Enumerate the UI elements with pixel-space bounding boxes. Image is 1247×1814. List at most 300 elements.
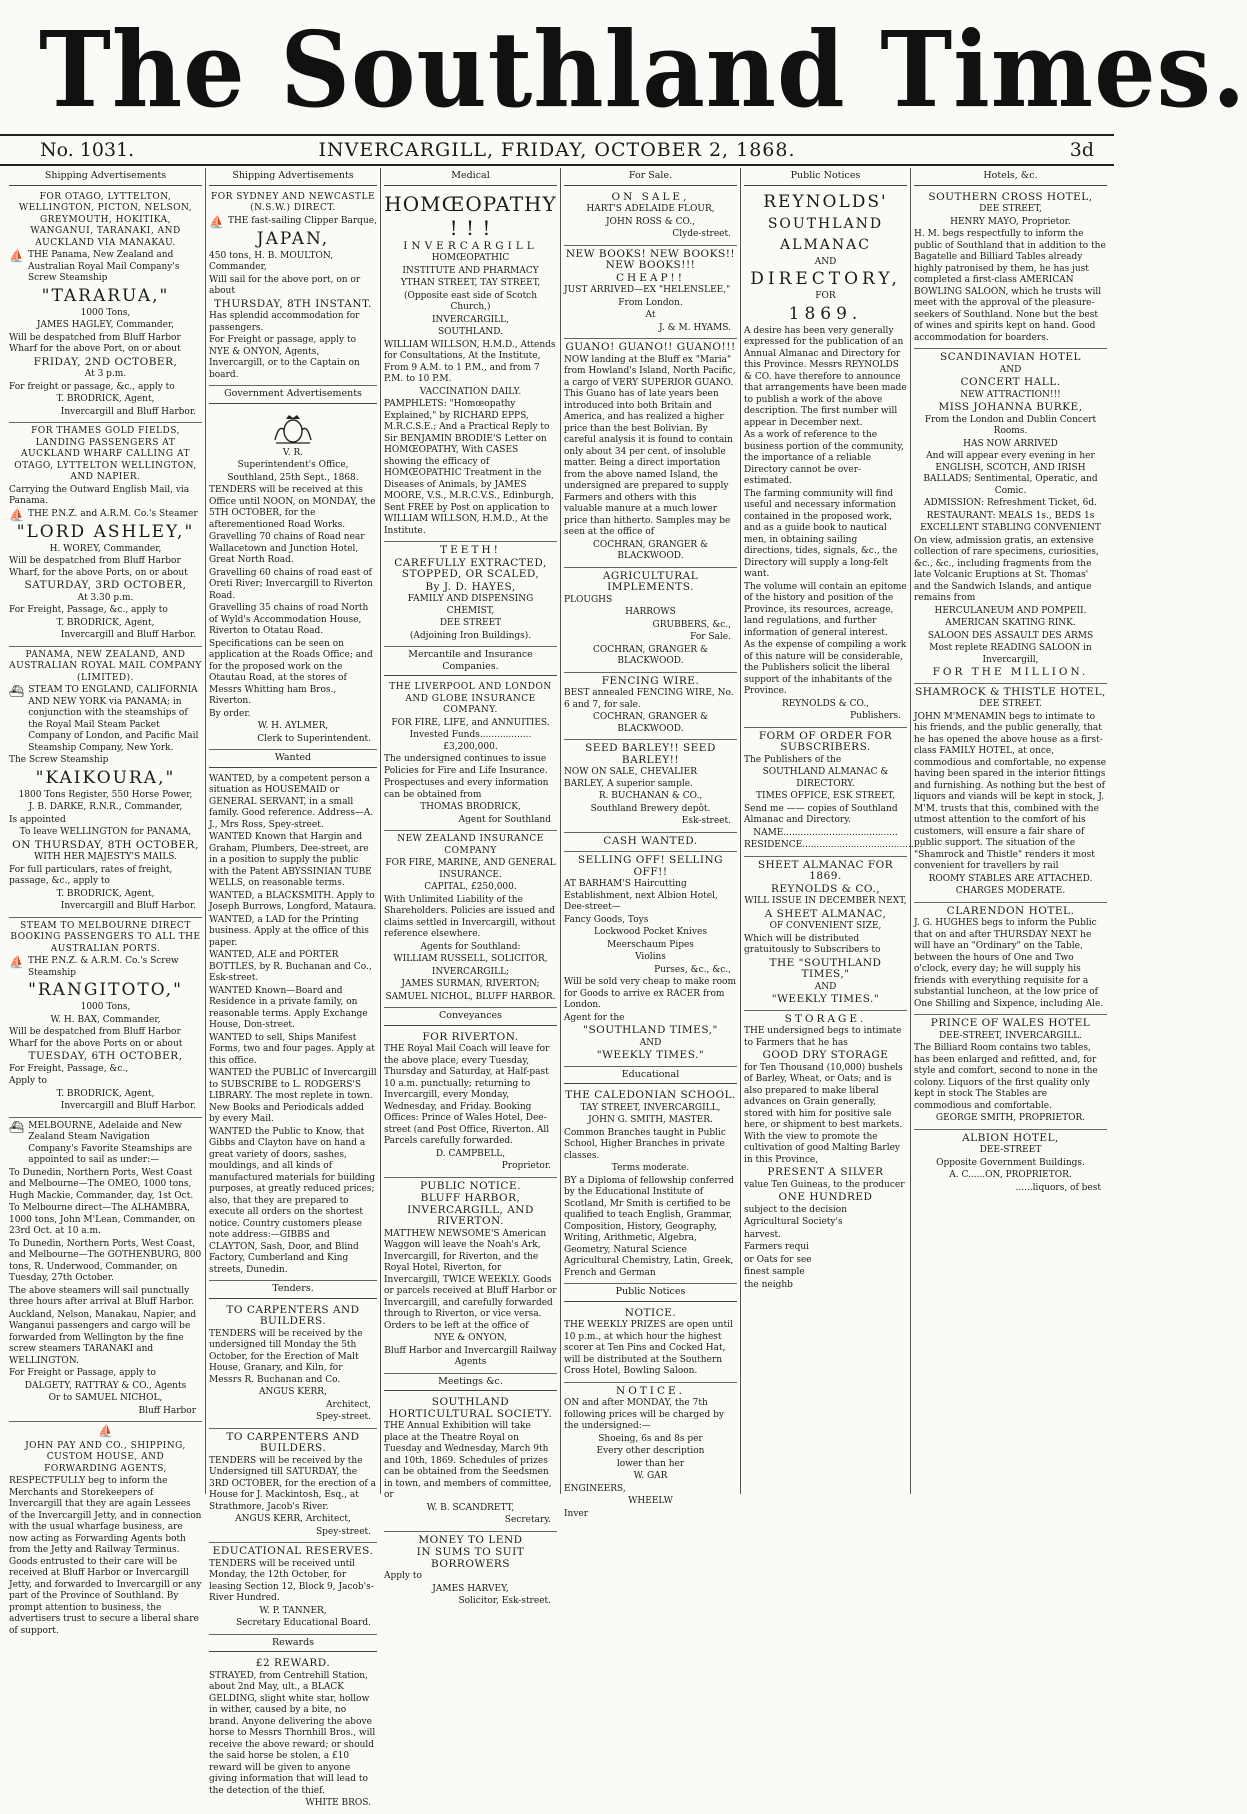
ad-melbourne-navigation bbox=[9, 1118, 202, 1423]
ad-line: For Freight or passage, apply to NYE & ONYON, Agents, Invercargill, or to the Captain on board. bbox=[209, 335, 360, 380]
ad-line: To Melbourne direct—The ALHAMBRA, 1000 tons, John M'Lean, Commander, on 23rd Oct. at 10 a.m. bbox=[9, 1203, 196, 1236]
ad-line: AND bbox=[639, 1037, 662, 1048]
ad-line: REYNOLDS & CO., bbox=[781, 698, 870, 709]
ad-line: YTHAN STREET, TAY STREET, bbox=[400, 278, 541, 288]
ad-line: WHITE BROS. bbox=[305, 1798, 371, 1808]
ad-line: Invercargill and Bluff Harbor. bbox=[60, 1101, 196, 1111]
section-header: For Sale. bbox=[564, 168, 737, 186]
ad-route: FOR THAMES GOLD FIELDS, LANDING PASSENGERS AT AUCKLAND WHARF CALLING AT OTAGO, LYTTELTON WELLINGTON, AND NAPIER. bbox=[14, 426, 197, 482]
ad-line: TIMES OFFICE, ESK STREET, bbox=[756, 791, 895, 801]
section-header: Rewards bbox=[209, 1635, 377, 1653]
ad-line: At bbox=[645, 310, 656, 320]
ad-line: NYE & ONYON, bbox=[434, 1333, 507, 1343]
ad-line: Gravelling 60 chains of road east of Oreti River; Invercargill to Riverton Road. bbox=[209, 567, 373, 601]
ad-line: Esk-street. bbox=[681, 816, 731, 826]
ad-year: 1869. bbox=[788, 303, 863, 324]
wanted-item: WANTED, by a competent person a situation as HOUSEMAID or GENERAL SERVANT, in a small family. Good reference. Address—A. J., Mrs Ross, Spey-street. bbox=[209, 773, 374, 830]
ad-title: FORM OF ORDER FOR SUBSCRIBERS. bbox=[758, 729, 893, 753]
ad-line: INVERCARGILL; bbox=[431, 966, 510, 977]
ad-body: TENDERS will be received until Monday, the 12th October, for leasing Section 12, Block 9, Jacob's-River Hundred. bbox=[209, 1558, 374, 1603]
ad-body: AT BARHAM'S Haircutting Establishment, next Albion Hotel, Dee-street— bbox=[564, 879, 718, 912]
ad-john-pay bbox=[9, 1422, 202, 1641]
ad-route: STEAM TO MELBOURNE DIRECT BOOKING PASSENGERS TO ALL THE AUSTRALIAN PORTS. bbox=[10, 920, 201, 954]
ad-line: Bluff Harbor bbox=[138, 1405, 196, 1416]
ad-line: For Freight, Passage, &c., apply to bbox=[9, 605, 168, 615]
ad-body: THE Royal Mail Coach will leave for the above place, every Tuesday, Thursday and Saturday, at Half-past 10 a.m. punctually; returning to Invercargill, every Monday, Wednesday, and Friday. Booking Offices: Prince of Wales Hotel, Dee-street (and Post Office, Riverton. All Parcels carefully forwarded. bbox=[384, 1044, 550, 1146]
ad-body: JOHN M'MENAMIN begs to intimate to his friends, and the public generally, that he has opened the above house as a first-class FAMILY HOTEL, at once, commodious and comfortable, no expense having been spared in the interior fittings and furnishing. As nothing but the best of liquors and viands will be kept in stock, J. M'M. trusts that this, combined with the utmost attention to the comfort of his customers, will ensure a fair share of public support. The situation of the "Shamrock and Thistle" renders it most convenient for travellers by rail bbox=[914, 711, 1107, 871]
ad-line: AND bbox=[814, 981, 837, 992]
ad-body: NOW ON SALE, CHEVALIER BARLEY, A superior sample. bbox=[564, 767, 697, 789]
section-header: Educational bbox=[564, 1067, 737, 1085]
ad-line: REYNOLDS & CO., bbox=[770, 882, 881, 895]
ad-line: AND bbox=[999, 364, 1022, 375]
ad-title: TO CARPENTERS AND BUILDERS. bbox=[226, 1303, 360, 1327]
ad-line: PRESENT A SILVER bbox=[767, 1166, 884, 1178]
ad-title: TO CARPENTERS AND BUILDERS. bbox=[226, 1430, 360, 1454]
ad-subtitle: GOOD DRY STORAGE bbox=[762, 1049, 889, 1061]
ad-title: FENCING WIRE. bbox=[601, 674, 700, 687]
ad-line: Spey-street. bbox=[315, 1412, 371, 1422]
ad-line: JOHN G. SMITH, MASTER. bbox=[588, 1115, 713, 1125]
ad-line: VACCINATION DAILY. bbox=[419, 386, 522, 397]
wanted-item: WANTED, a LAD for the Printing business. Apply at the office of this paper. bbox=[209, 914, 369, 948]
ad-body: H. M. begs respectfully to inform the public of Southland that in addition to the Bagatelle and Billiard Tables already highly patronised by them, he has just completed a first-class AMERICAN BOWLING SALOON, which he trusts will meet with the approval of the pleasure-seekers of Southland. None but the best of wines and spirits kept on hand. Good accommodation for boarders. bbox=[914, 229, 1106, 343]
ad-title: TEETH! bbox=[440, 544, 501, 556]
section-header: Conveyances bbox=[384, 1008, 557, 1026]
ad-notice-prizes bbox=[564, 1305, 737, 1383]
ad-title: HOMŒOPATHY ! ! ! bbox=[384, 191, 557, 240]
ship-name: JAPAN, bbox=[256, 228, 330, 249]
ad-prince-of-wales bbox=[914, 1015, 1107, 1130]
ad-line: Invercargill and Bluff Harbor. bbox=[60, 406, 196, 417]
ad-line: A. C......ON, PROPRIETOR. bbox=[949, 1170, 1072, 1180]
ad-line: Agents for Southland: bbox=[420, 941, 521, 952]
ad-title: STORAGE. bbox=[784, 1012, 867, 1025]
ad-teeth bbox=[384, 542, 557, 647]
ad-caledonian-school bbox=[564, 1087, 737, 1284]
ad-line: INVERCARGILL bbox=[403, 239, 538, 252]
ad-line: Publishers. bbox=[850, 711, 901, 721]
ad-body: THE WEEKLY PRIZES are open until 10 p.m., at which hour the highest scorer at Ten Pins and Cocked Hat, will be distributed at the Southern Cross Hotel, Bowling Saloon. bbox=[564, 1320, 733, 1376]
ad-body: On view, admission gratis, an extensive collection of rare specimens, curiosities, &c., &c., including fragments from the late Volcanic Eruptions at St. Thomas' and the Sandwich Islands, and antique remains from bbox=[914, 535, 1099, 603]
ad-lord-ashley bbox=[9, 423, 202, 647]
ad-line: For Freight, Passage, &c., bbox=[9, 1063, 129, 1074]
ad-line: COCHRAN, GRANGER & BLACKWOOD. bbox=[592, 712, 709, 734]
ad-line: Fancy Goods, Toys bbox=[564, 914, 649, 925]
ad-line: Violins bbox=[635, 952, 666, 962]
ad-line: Clerk to Superintendent. bbox=[257, 733, 371, 744]
ad-tararua bbox=[9, 189, 202, 424]
ad-line: Bluff Harbor and Invercargill Railway Agents bbox=[384, 1345, 557, 1367]
column-hotels bbox=[911, 168, 1110, 1494]
ad-line: To leave WELLINGTON for PANAMA, bbox=[19, 827, 192, 837]
ship-icon: ⛵ bbox=[98, 1424, 113, 1438]
section-header: Meetings &c. bbox=[384, 1374, 557, 1392]
masthead bbox=[0, 0, 1247, 134]
ad-line: Will be despatched from Bluff Harbor Wharf for the above Port, on or about bbox=[9, 332, 181, 354]
ad-line: COCHRAN, GRANGER & BLACKWOOD. bbox=[592, 644, 709, 666]
ad-line: THOMAS BRODRICK, bbox=[420, 802, 521, 812]
ad-line: By J. D. HAYES, bbox=[425, 580, 516, 593]
ad-line: R. BUCHANAN & CO., bbox=[598, 791, 703, 801]
ad-line: ROOMY STABLES ARE ATTACHED. bbox=[928, 873, 1093, 884]
ad-line: A SHEET ALMANAC, bbox=[764, 907, 887, 920]
ad-line: DALGETY, RATTRAY & CO., Agents bbox=[24, 1380, 187, 1391]
ad-line: Agent for Southland bbox=[458, 814, 551, 825]
ad-line: (Adjoining Iron Buildings). bbox=[409, 630, 532, 641]
ad-title: ALBION HOTEL, bbox=[962, 1131, 1059, 1144]
ad-body: PAMPHLETS: "Homœopathy Explained," by RICHARD EPPS, M.R.C.S.E.; And a Practical Reply to Sir BENJAMIN BRODIE'S Letter on HOMŒOPATHY, With CASES showing the efficacy of HOMŒOPATHIC Treatment in the Diseases of Animals, by JAMES MOORE, V.S., M.R.C.V.S., Edinburgh, Sent FREE by Post on application to WILLIAM WILLSON, H.M.D., At the Institute. bbox=[384, 399, 554, 536]
ad-body: THE undersigned begs to intimate to Farmers that he has bbox=[744, 1026, 902, 1048]
ad-line: Prospectuses and every information can be obtained from bbox=[384, 778, 549, 800]
ad-line: WHEELW bbox=[628, 1496, 673, 1506]
ad-body: RESPECTFULLY beg to inform the Merchants and Storekeepers of Invercargill that they are again Lessees of the Invercargill Jetty, and in connection with the usual wharfage business, are now acting as Forwarding Agents both from the Jetty and Railway Terminus. Goods entrusted to their care will be received at Bluff Harbor or Invercargill Jetty, and forwarded to Invercargill or any part of the Province of Southland. By prompt attention to business, the advertisers trust to secure a liberal share of support. bbox=[9, 1476, 202, 1636]
ad-tender-1 bbox=[209, 1302, 377, 1429]
ad-line: Proprietor. bbox=[501, 1161, 551, 1171]
column-medical bbox=[381, 168, 561, 1606]
ad-line: FAMILY AND DISPENSING CHEMIST, bbox=[407, 594, 534, 616]
ad-title: SHEET ALMANAC FOR 1869. bbox=[757, 858, 894, 882]
ad-line: The undersigned continues to issue Policies for Fire and Life Insurance. bbox=[384, 754, 548, 776]
ad-body: THE P.N.Z. and A.R.M. Co.'s Steamer bbox=[27, 508, 198, 519]
ad-line: DEE-STREET, INVERCARGILL. bbox=[938, 1030, 1083, 1041]
ad-title: GUANO! GUANO!! GUANO!!! bbox=[565, 341, 736, 353]
ad-line: Invested Funds..................£3,200,000. bbox=[409, 730, 532, 752]
ad-line: WILL ISSUE IN DECEMBER NEXT, bbox=[744, 896, 907, 906]
ad-line: FOR bbox=[815, 291, 836, 301]
ad-line: DEE STREET. bbox=[979, 699, 1042, 709]
ad-line: For freight or passage, &c., apply to bbox=[9, 381, 175, 392]
ad-line: Auckland, Nelson, Manakau, Napier, and Wanganui passengers and cargo will be forwarded from Wellington by the fine screw steamers TARANAKI and WELLINGTON. bbox=[9, 1309, 197, 1366]
ad-body: As a work of reference to the business portion of the community, the importance of a reliable Directory cannot be over-estimated. bbox=[744, 430, 904, 486]
ad-title: CLARENDON HOTEL. bbox=[946, 904, 1075, 917]
ad-line: ......liquors, of best bbox=[1015, 1182, 1101, 1193]
ad-line: T. BRODRICK, Agent, bbox=[56, 394, 155, 404]
ad-body: TENDERS will be received at this Office until NOON, on MONDAY, the 5TH OCTOBER, for the afterementioned Road Works. bbox=[209, 485, 376, 530]
ship-icon: ⛵ bbox=[9, 507, 24, 522]
ad-line: Shoeing, 6s and 8s per bbox=[598, 1433, 703, 1444]
ad-subtitle: CONCERT HALL. bbox=[960, 376, 1061, 388]
ad-line: J. B. DARKE, R.N.R., Commander, bbox=[28, 802, 183, 812]
residence-field[interactable]: RESIDENCE.......................................... bbox=[744, 840, 923, 850]
ad-body: STEAM TO ENGLAND, CALIFORNIA AND NEW YORK via PANAMA; in conjunction with the steamships of the Royal Mail Steam Packet Company of London, and Pacific Mail Steamship Company, New York. bbox=[28, 685, 199, 753]
ad-line: From the London and Dublin Concert Rooms. bbox=[924, 414, 1097, 436]
ad-subtitle: BLUFF HARBOR, INVERCARGILL, AND RIVERTON. bbox=[407, 1192, 534, 1227]
ad-body: MELBOURNE, Adelaide and New Zealand Steam Navigation Company's Favorite Steamships are appointed to sail as under:— bbox=[28, 1120, 193, 1165]
ad-line: TAY STREET, INVERCARGILL, bbox=[580, 1102, 721, 1113]
ad-line: SOUTHLAND. bbox=[437, 327, 504, 337]
wanted-item: WANTED Known—Board and Residence in a private family, on reasonable terms. Apply Exchange House, Don-street. bbox=[209, 985, 368, 1030]
ad-line: HERCULANEUM AND POMPEII. bbox=[934, 605, 1087, 616]
ad-reward bbox=[209, 1655, 377, 1814]
ad-line: To Dunedin, Northern Ports, West Coast, and Melbourne—The GOTHENBURG, 800 tons, R. Underwood, Commander, on Tuesday, 27th October. bbox=[9, 1238, 202, 1283]
ad-line: Apply to bbox=[9, 1076, 47, 1086]
ad-body: for Ten Thousand (10,000) bushels of Barley, Wheat, or Oats; and is also prepared to make liberal advances on Grain generally, stored with him for positive sale here, or shipment to best markets. With the view to promote the cultivation of good Malting Barley in this Province, bbox=[744, 1062, 903, 1165]
ad-title: REYNOLDS' bbox=[763, 191, 888, 212]
wanted-item: WANTED, a BLACKSMITH. Apply to Joseph Burrows, Longford, Mataura. bbox=[209, 890, 377, 912]
ad-line: To Dunedin, Northern Ports, West Coast and Melbourne—The OMEO, 1000 tons, Hugh Mackie, Commander, day, 1st Oct. bbox=[9, 1167, 194, 1201]
ship-icon: ⛵ bbox=[9, 955, 24, 969]
column-public-notices bbox=[741, 168, 923, 1494]
ad-scandinavian bbox=[914, 349, 1107, 684]
wanted-item: WANTED, ALE and PORTER BOTTLES, by R. Buchanan and Co., Esk-street. bbox=[209, 950, 372, 983]
ad-line: At 3.30 p.m. bbox=[77, 592, 134, 603]
ad-line: (Opposite east side of Scotch Church,) bbox=[403, 290, 538, 312]
ad-line: Invercargill and Bluff Harbor. bbox=[60, 630, 196, 640]
ad-line: PLOUGHS bbox=[564, 594, 613, 605]
ad-title: PRINCE OF WALES HOTEL bbox=[930, 1017, 1091, 1029]
ad-note: Carrying the Outward English Mail, via Panama. bbox=[9, 484, 190, 506]
ad-route: FOR SYDNEY AND NEWCASTLE (N.S.W.) DIRECT. bbox=[210, 191, 376, 213]
ad-line: "SOUTHLAND TIMES," bbox=[583, 1024, 718, 1036]
ad-line: T. BRODRICK, Agent, bbox=[56, 617, 155, 628]
ad-body: The volume will contain an epitome of the history and position of the Province, its resources, acreage, land regulations, and further information of general interest. bbox=[744, 581, 907, 638]
ad-line: Agricultural Society's bbox=[744, 1217, 843, 1227]
ad-line: W. GAR bbox=[633, 1471, 668, 1481]
ad-line: "WEEKLY TIMES." bbox=[596, 1049, 705, 1061]
issue-number: No. 1031. bbox=[40, 139, 135, 161]
ad-line: ANGUS KERR, bbox=[259, 1387, 327, 1397]
ad-title: HART'S ADELAIDE FLOUR, bbox=[586, 204, 715, 214]
ad-selling-off bbox=[564, 852, 737, 1067]
ad-subtitle: DIRECTORY, bbox=[750, 269, 901, 289]
ad-line: D. CAMPBELL, bbox=[435, 1148, 506, 1159]
column-shipping-1 bbox=[6, 168, 206, 1636]
ad-line: Will be despatched from Bluff Harbor Wharf for the above Ports on or about bbox=[9, 1027, 183, 1049]
ad-line: HOMŒOPATHIC bbox=[431, 253, 510, 263]
section-header: Shipping Advertisements bbox=[209, 168, 377, 186]
ad-line: Southland, 25th Sept., 1868. bbox=[227, 472, 359, 483]
section-header: Shipping Advertisements bbox=[9, 168, 202, 186]
wanted-item: WANTED Known that Hargin and Graham, Plumbers, Dee-street, are in a position to supply the public with the Patent ABYSSINIAN TUBE WELLS, on reasonable terms. bbox=[209, 832, 372, 888]
ad-line: COCHRAN, GRANGER & BLACKWOOD. bbox=[592, 539, 709, 561]
ad-line: Apply to bbox=[384, 1571, 422, 1581]
ship-icon: ⛴ bbox=[9, 684, 25, 698]
ad-line: Or to SAMUEL NICHOL, bbox=[48, 1393, 163, 1403]
ad-subtitle: SOUTHLAND ALMANAC bbox=[767, 215, 884, 253]
ad-homeopathy bbox=[384, 189, 557, 543]
ad-line: INVERCARGILL, bbox=[432, 314, 509, 325]
ad-line: Invercargill and Bluff Harbor. bbox=[60, 901, 196, 911]
ad-line: W. H. AYLMER, bbox=[257, 721, 329, 731]
ad-line: JAMES HARVEY, bbox=[432, 1583, 509, 1594]
ad-fencing-wire bbox=[564, 673, 737, 741]
ad-title: THE CALEDONIAN SCHOOL. bbox=[565, 1089, 736, 1101]
ad-line: Opposite Government Buildings. bbox=[936, 1157, 1085, 1168]
ad-line: Gravelling 70 chains of Road near Wallacetown and Junction Hotel, Great North Road. bbox=[209, 532, 365, 565]
ad-route: FOR OTAGO, LYTTELTON, WELLINGTON, PICTON, NELSON, GREYMOUTH, HOKITIKA, WANGANUI, TARANAKI, AND AUCKLAND VIA MANAKAU. bbox=[18, 191, 193, 248]
ship-name: "KAIKOURA," bbox=[35, 767, 176, 788]
ad-order-form bbox=[744, 728, 923, 857]
ad-body: TENDERS will be received by the undersigned till Monday the 5th October, for the Erection of Malt House, Granary, and Kiln, for Messrs R. Buchanan and Co. bbox=[209, 1328, 363, 1385]
ad-line: Will be despatched from Bluff Harbor Wharf, for the above Ports, on or about bbox=[9, 556, 188, 578]
ad-line: Secretary Educational Board. bbox=[235, 1618, 371, 1628]
ad-line: INSTITUTE AND PHARMACY bbox=[402, 265, 539, 276]
ad-body: ON and after MONDAY, the 7th following prices will be charged by the undersigned:— bbox=[564, 1398, 724, 1431]
ad-line: HENRY MAYO, Proprietor. bbox=[950, 216, 1071, 227]
ad-kaikoura bbox=[9, 647, 202, 918]
ad-line: HARROWS bbox=[625, 607, 676, 617]
ad-line: Send me —— copies of Southland Almanac and Directory. bbox=[744, 803, 898, 825]
ad-line: FOR FIRE, MARINE, AND GENERAL INSURANCE. bbox=[385, 858, 556, 880]
ad-body: WILLIAM WILLSON, H.M.D., Attends for Consultations, At the Institute, From 9 A.M. to 1 P.M., and from 7 P.M. to 10 P.M. bbox=[384, 339, 556, 384]
column-for-sale bbox=[561, 168, 741, 1519]
ad-title: NEW BOOKS! NEW BOOKS!! NEW BOOKS!!! bbox=[565, 247, 736, 271]
ad-body: THE fast-sailing Clipper Barque, bbox=[227, 215, 377, 226]
ad-line: Superintendent's Office, bbox=[237, 460, 349, 470]
ad-title: NEW ZEALAND INSURANCE COMPANY bbox=[397, 834, 544, 856]
ad-tender-3 bbox=[209, 1543, 377, 1635]
ad-line: OF CONVENIENT SIZE, bbox=[769, 921, 882, 931]
issue-price: 3d bbox=[1069, 139, 1094, 161]
ad-line: Meerschaum Pipes bbox=[607, 939, 694, 950]
ad-line: MISS JOHANNA BURKE, bbox=[938, 401, 1083, 413]
ad-line: Has splendid accommodation for passengers. bbox=[209, 311, 360, 333]
ad-line: RESTAURANT: MEALS 1s., BEDS 1s bbox=[926, 510, 1095, 521]
ad-line: By order. bbox=[209, 708, 251, 719]
ad-line: 1800 Tons Register, 550 Horse Power, bbox=[18, 789, 193, 800]
ad-date: ON THURSDAY, 8TH OCTOBER, bbox=[12, 838, 199, 851]
section-header: Public Notices bbox=[744, 168, 907, 186]
ad-storage bbox=[744, 1011, 907, 1296]
ad-title: SOUTHLAND HORTICULTURAL SOCIETY. bbox=[388, 1396, 553, 1420]
ad-line: value Ten Guineas, to the producer bbox=[744, 1179, 905, 1190]
column-shipping-2 bbox=[206, 168, 381, 1808]
ad-notice-shoeing bbox=[564, 1383, 737, 1525]
ad-line: GRUBBERS, &c., bbox=[652, 619, 731, 630]
ad-seed-barley bbox=[564, 740, 737, 833]
ad-line: Solicitor, Esk-street. bbox=[458, 1596, 551, 1606]
ad-line: Specifications can be seen on application at the Roads Office; and for the proposed work on the Otautau Road, at the stores of Messrs Whitting ham Bros., Riverton. bbox=[209, 638, 373, 706]
ad-line: CAPITAL, £250,000. bbox=[424, 882, 517, 892]
ad-title: NOTICE. bbox=[616, 1384, 685, 1397]
ad-line: J. & M. HYAMS. bbox=[659, 322, 731, 333]
ad-line: Purses, &c., &c., bbox=[654, 964, 731, 975]
ad-flour bbox=[564, 189, 737, 246]
section-header: Public Notices bbox=[564, 1284, 737, 1302]
ad-line: harvest. bbox=[744, 1229, 781, 1240]
ad-public-notice-waggon bbox=[384, 1178, 557, 1374]
ad-clarendon bbox=[914, 903, 1107, 1016]
ad-line: 1000 Tons, bbox=[80, 307, 131, 318]
ad-new-books bbox=[564, 246, 737, 340]
ad-body: Will be sold very cheap to make room for Goods to arrive ex RACER from London. bbox=[564, 977, 736, 1010]
ad-body: The farming community will find useful and necessary information contained in the proposed work, and as a guide book to nautical men, in obtaining sailing directions, tides, signals, &c., the Directory will supply a long-felt want. bbox=[744, 488, 898, 579]
ad-line: Architect, bbox=[326, 1399, 371, 1410]
ad-japan bbox=[209, 189, 377, 387]
ad-line: Most replete READING SALOON in Invercargill, bbox=[929, 643, 1092, 665]
ad-almanac bbox=[744, 189, 907, 728]
ship-icon: ⛵ bbox=[209, 214, 224, 229]
ad-line: JUST ARRIVED—EX "HELENSLEE," bbox=[564, 285, 731, 295]
ad-line: Is appointed bbox=[9, 814, 66, 825]
ad-line: Lockwood Pocket Knives bbox=[594, 927, 707, 937]
ad-line: JOHN ROSS & CO., bbox=[605, 216, 696, 227]
ad-horticultural bbox=[384, 1394, 557, 1532]
columns bbox=[6, 168, 1110, 1808]
ad-line: SALOON DES ASSAULT DES ARMS bbox=[927, 630, 1094, 641]
ad-line: ADMISSION: Refreshment Ticket, 6d. bbox=[923, 498, 1098, 508]
ad-line: Southland Brewery depôt. bbox=[590, 803, 711, 814]
ad-route: PANAMA, NEW ZEALAND, AND AUSTRALIAN ROYAL MAIL COMPANY (LIMITED). bbox=[9, 649, 202, 683]
ad-line: ONE HUNDRED bbox=[778, 1191, 873, 1203]
section-header: Mercantile and Insurance Companies. bbox=[384, 647, 557, 676]
ad-date: THURSDAY, 8TH INSTANT. bbox=[214, 297, 372, 310]
ad-nz-insurance bbox=[384, 831, 557, 1008]
ad-line: DEE STREET bbox=[439, 618, 502, 628]
ad-agricultural bbox=[564, 568, 737, 673]
ad-line: The Publishers of the bbox=[744, 754, 842, 765]
ad-line: subject to the decision bbox=[744, 1204, 848, 1215]
ad-line: Agent for the bbox=[564, 1012, 625, 1023]
ad-wanted-list bbox=[209, 771, 377, 1282]
dateline bbox=[0, 134, 1114, 166]
wanted-item: WANTED the PUBLIC of Invercargill to SUBSCRIBE to L. RODGERS'S LIBRARY. The most replete in town. New Books and Periodicals added by every Mail. bbox=[209, 1068, 377, 1124]
ad-line: FOR FIRE, LIFE, and ANNUITIES. bbox=[391, 717, 550, 728]
ad-line: Spey-street. bbox=[315, 1526, 371, 1537]
ad-line: 450 tons, H. B. MOULTON, Commander, bbox=[209, 250, 334, 272]
ad-body: NOW landing at the Bluff ex "Maria" from Howland's Island, North Pacific, a cargo of VERY SUPERIOR GUANO. This Guano has of late years been introduced into both Britain and America, and has realized a higher price than the best Bolivian. By careful analysis it is found to contain only about 34 per cent. of insoluble matter. Being a direct importation from the above named Island, the undersigned are prepared to supply Farmers and others with this valuable manure at a much lower price than hitherto. Samples may be seen at the office of bbox=[564, 354, 736, 537]
ad-title: SCANDINAVIAN HOTEL bbox=[939, 351, 1082, 363]
issue-date: INVERCARGILL, FRIDAY, OCTOBER 2, 1868. bbox=[318, 139, 796, 161]
ad-line: SAMUEL NICHOL, BLUFF HARBOR. bbox=[385, 991, 556, 1002]
section-header: Hotels, &c. bbox=[914, 168, 1107, 186]
name-field[interactable]: NAME........................................ bbox=[753, 827, 898, 838]
ad-money-to-lend bbox=[384, 1532, 557, 1612]
ad-line: The Screw Steamship bbox=[9, 755, 109, 765]
ad-body: STRAYED, from Centrehill Station, about 2nd May, ult., a BLACK GELDING, slight white star, hollow in wither, caused by a bite, no brand. Anyone delivering the above horse to Messrs Thornhill Bros., will receive the above reward; or should the said horse be stolen, a £10 reward will be given to anyone giving information that will lead to the detection of the thief. bbox=[209, 1670, 376, 1796]
ship-name: "RANGITOTO," bbox=[28, 980, 183, 1000]
ad-cash-wanted bbox=[564, 833, 737, 853]
ad-line: The above steamers will sail punctually three hours after arrival at Bluff Harbor. bbox=[9, 1285, 195, 1307]
ad-title: MONEY TO LEND bbox=[418, 1533, 523, 1546]
ad-line: JAMES SURMAN, RIVERTON; bbox=[401, 979, 540, 989]
ad-body: The Billiard Room contains two tables, has been enlarged and refitted, and, for style and comfort, second to none in the colony. Liquors of the first quality only kept in stock The Stables are commodious and comfortable. bbox=[914, 1043, 1098, 1111]
ad-body: CAREFULLY EXTRACTED, STOPPED, OR SCALED, bbox=[394, 556, 547, 580]
ad-sheet-almanac bbox=[744, 857, 907, 1011]
ad-government-tenders bbox=[209, 407, 377, 751]
ad-title: SHAMROCK & THISTLE HOTEL, bbox=[915, 685, 1106, 698]
ad-body: THE Panama, New Zealand and Australian Royal Mail Company's Screw Steamship bbox=[27, 250, 180, 283]
ship-icon: ⛵ bbox=[9, 249, 24, 263]
newspaper-title: The Southland Times. bbox=[38, 8, 1247, 131]
ad-line: For Sale. bbox=[690, 632, 731, 642]
ad-line: T. BRODRICK, Agent, bbox=[56, 1088, 155, 1099]
ad-line: GEORGE SMITH, PROPRIETOR. bbox=[935, 1113, 1086, 1123]
ad-line: DEE-STREET bbox=[979, 1145, 1042, 1155]
ad-line: H. WOREY, Commander, bbox=[49, 543, 162, 554]
ad-title: THE LIVERPOOL AND LONDON AND GLOBE INSURANCE COMPANY. bbox=[389, 682, 552, 715]
ad-line: Which will be distributed gratuitously to Subscribers to bbox=[744, 933, 881, 955]
ad-title: PUBLIC NOTICE. bbox=[420, 1179, 521, 1192]
ad-liverpool-insurance bbox=[384, 679, 557, 831]
ad-body: BEST annealed FENCING WIRE, No. 6 and 7, for sale. bbox=[564, 688, 734, 710]
ad-title: SELLING OFF! SELLING OFF!! bbox=[577, 854, 724, 878]
ad-body: As the expense of compiling a work of this nature will be considerable, the Publishers solicit the liberal support of the inhabitants of the Province. bbox=[744, 640, 907, 696]
ad-line: or Oats for see bbox=[744, 1254, 812, 1265]
section-header: Medical bbox=[384, 168, 557, 186]
ship-name: "LORD ASHLEY," bbox=[16, 521, 195, 542]
section-header: Wanted bbox=[209, 750, 377, 768]
ad-line: DEE STREET, bbox=[979, 204, 1042, 214]
section-header: Tenders. bbox=[209, 1281, 377, 1299]
ad-line: From London. bbox=[618, 297, 683, 308]
royal-crest-icon bbox=[270, 412, 316, 446]
ad-body: MATTHEW NEWSOME'S American Waggon will leave the Noah's Ark, Invercargill, for Riverton, and the Royal Hotel, Riverton, for Invercargill, TWICE WEEKLY. Goods or parcels received at Bluff Harbor or Invercargill, and carefully forwarded through to Riverton, or vice versa. Orders to be left at the office of bbox=[384, 1228, 557, 1331]
ad-body: A desire has been very generally expressed for the publication of an Annual Almanac and Directory for this Province. Messrs REYNOLDS & CO. have therefore to announce that arrangements have been made to publish a work of the above description. The first number will appear in December next. bbox=[744, 325, 907, 428]
ad-line: SOUTHLAND ALMANAC & DIRECTORY. bbox=[762, 767, 889, 789]
ad-line: For full particulars, rates of freight, passage, &c., apply to bbox=[9, 864, 173, 886]
